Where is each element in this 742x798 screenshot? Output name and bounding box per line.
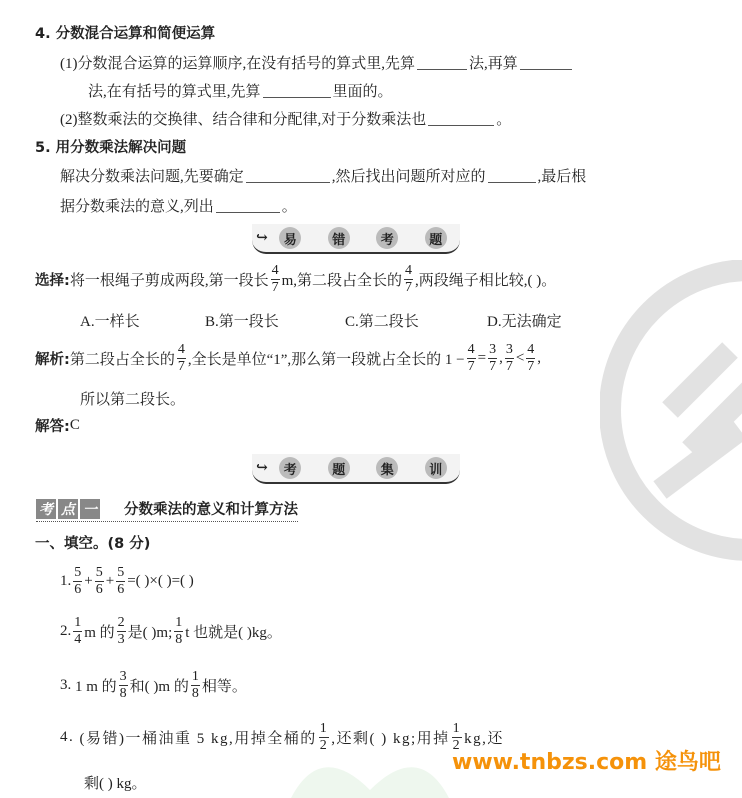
fraction: $\frac{4}{7}$ xyxy=(405,263,412,295)
text: =( )×( )=( ) xyxy=(127,573,194,589)
text: 据分数乘法的意义,列出 xyxy=(60,199,214,215)
banner-easy-mistakes xyxy=(252,224,460,254)
tag-char: 考 xyxy=(36,499,56,519)
text: 。 xyxy=(496,112,512,128)
tag-char: 点 xyxy=(58,499,78,519)
arrow-icon: ↪ xyxy=(256,231,268,246)
fraction: $\frac{4}{7}$ xyxy=(467,342,475,374)
text: ,两段绳子相比较,( )。 xyxy=(415,273,557,289)
analysis xyxy=(35,343,541,374)
section-5-heading: 5. 用分数乘法解决问题 xyxy=(35,140,187,156)
text: 法,在有括号的算式里,先算 xyxy=(88,84,261,100)
section-5-text xyxy=(60,165,586,186)
fraction: $\frac{5}{6}$ xyxy=(95,565,103,597)
text: ,最后根 xyxy=(537,169,587,185)
fraction: $\frac{3}{8}$ xyxy=(119,669,127,701)
answer-value: C xyxy=(69,417,80,433)
option-c[interactable]: C.第二段长 xyxy=(345,314,419,330)
blank[interactable] xyxy=(488,168,536,183)
blank[interactable] xyxy=(428,111,494,126)
section-4-p2 xyxy=(60,108,511,129)
text: ,全长是单位“1”,那么第一段就占全长的 1 − xyxy=(187,352,465,368)
blank[interactable] xyxy=(246,168,330,183)
fraction: $\frac{4}{7}$ xyxy=(177,342,185,374)
seal-watermark xyxy=(600,260,742,640)
blank[interactable] xyxy=(520,55,572,70)
fraction: $\frac{1}{4}$ xyxy=(74,615,82,647)
tag-char: 一 xyxy=(80,499,100,519)
section-4-p1 xyxy=(60,52,574,73)
label: 选择: xyxy=(35,273,70,289)
text: 。 xyxy=(281,199,297,215)
choice-question xyxy=(35,264,556,295)
text: 里面的。 xyxy=(332,84,393,100)
question-1: 1. $\frac{5}{6}$ + $\frac{5}{6}$ + $\frac{5}{6}$ =( )×( )=( ) xyxy=(60,565,194,597)
point-heading xyxy=(36,498,298,522)
banner-char: 训 xyxy=(425,457,447,479)
banner-char: 题 xyxy=(328,457,350,479)
banner-char: 错 xyxy=(328,227,350,249)
section-5-text-cont xyxy=(60,195,297,216)
text: 法,再算 xyxy=(469,56,518,72)
text: , xyxy=(537,350,542,366)
text: m,第二段占全长的 xyxy=(281,273,402,289)
blank[interactable] xyxy=(263,83,331,98)
fraction: $\frac{1}{2}$ xyxy=(319,721,329,753)
part1-heading: 一、填空。(8 分) xyxy=(35,536,151,552)
site-watermark: www.tnbzs.com 途鸟吧 xyxy=(452,750,721,775)
text: , xyxy=(499,350,503,366)
fraction: $\frac{3}{7}$ xyxy=(505,342,513,374)
text: = xyxy=(477,350,487,366)
banner-exam-training xyxy=(252,454,460,484)
fraction: $\frac{1}{2}$ xyxy=(452,721,462,753)
fraction: $\frac{5}{6}$ xyxy=(74,565,82,597)
fraction: $\frac{4}{7}$ xyxy=(527,342,535,374)
fraction: $\frac{4}{7}$ xyxy=(271,263,279,295)
text: 将一根绳子剪成两段,第一段长 xyxy=(69,273,269,289)
q-num: 3. xyxy=(60,677,72,693)
blank[interactable] xyxy=(417,55,467,70)
option-b[interactable]: B.第一段长 xyxy=(205,314,279,330)
arrow-icon: ↪ xyxy=(256,461,268,476)
q-num: 4. xyxy=(60,729,75,745)
fraction: $\frac{5}{6}$ xyxy=(117,565,125,597)
option-a[interactable]: A.一样长 xyxy=(80,314,140,330)
q-num: 2. xyxy=(60,623,72,639)
banner-char: 考 xyxy=(279,457,301,479)
banner-char: 考 xyxy=(376,227,398,249)
text: ,然后找出问题所对应的 xyxy=(331,169,486,185)
answer xyxy=(35,415,80,436)
fraction: $\frac{1}{8}$ xyxy=(175,615,183,647)
label: 解答: xyxy=(35,419,70,435)
label: 解析: xyxy=(35,352,70,368)
text: (2)整数乘法的交换律、结合律和分配律,对于分数乘法也 xyxy=(60,112,427,128)
option-d[interactable]: D.无法确定 xyxy=(487,314,562,330)
question-4-cont: 剩( ) kg。 xyxy=(84,776,147,792)
question-2: 2. $\frac{1}{4}$ m 的 $\frac{2}{3}$ 是( )m; $\frac{1}{8}$ t 也就是( )kg。 xyxy=(60,615,282,647)
fraction: $\frac{2}{3}$ xyxy=(117,615,125,647)
question-4: 4. (易错)一桶油重 5 kg,用掉全桶的 $\frac{1}{2}$ ,还剩( ) kg;用掉 $\frac{1}{2}$ kg,还 xyxy=(60,721,504,753)
point-title: 分数乘法的意义和计算方法 xyxy=(124,502,298,518)
banner-char: 集 xyxy=(376,457,398,479)
analysis-line2: 所以第二段长。 xyxy=(80,392,186,408)
text: < xyxy=(515,350,525,366)
section-4-p1-cont xyxy=(88,80,393,101)
text: 第二段占全长的 xyxy=(69,352,175,368)
blank[interactable] xyxy=(216,198,280,213)
banner-char: 易 xyxy=(279,227,301,249)
fraction: $\frac{3}{7}$ xyxy=(489,342,497,374)
text: 解决分数乘法问题,先要确定 xyxy=(60,169,244,185)
text: (1)分数混合运算的运算顺序,在没有括号的算式里,先算 xyxy=(60,56,415,72)
section-4-heading: 4. 分数混合运算和简便运算 xyxy=(35,26,216,42)
q-num: 1. xyxy=(60,573,72,589)
banner-char: 题 xyxy=(425,227,447,249)
question-3: 3. 1 m 的 $\frac{3}{8}$ 和( )m 的 $\frac{1}{8}$ 相等。 xyxy=(60,669,247,701)
fraction: $\frac{1}{8}$ xyxy=(191,669,199,701)
